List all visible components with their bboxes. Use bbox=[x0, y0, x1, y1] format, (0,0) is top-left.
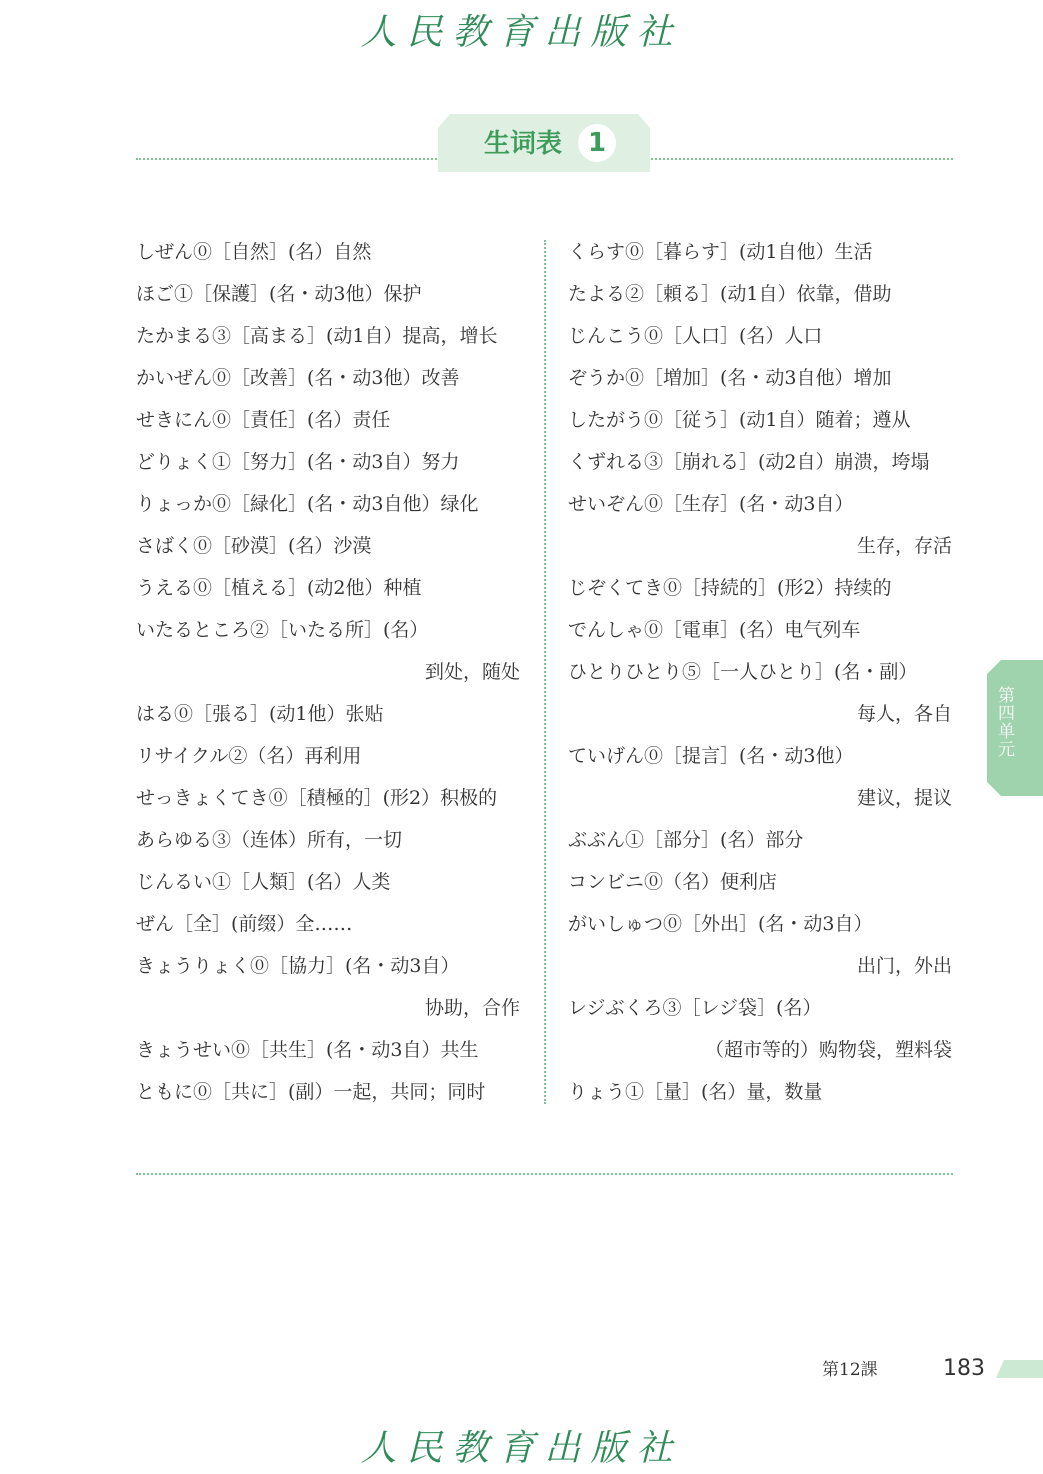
vocab-entry: ぶぶん①［部分］(名）部分 bbox=[568, 829, 804, 851]
vocab-entry: 到处，随处 bbox=[424, 661, 520, 683]
vocab-entry: ぜん［全］(前缀）全…… bbox=[136, 913, 353, 935]
vocab-entry: でんしゃ⓪［電車］(名）电气列车 bbox=[568, 619, 861, 641]
vocab-entry: ともに⓪［共に］(副）一起，共同；同时 bbox=[136, 1081, 486, 1103]
vocab-entry: さばく⓪［砂漠］(名）沙漠 bbox=[136, 535, 372, 557]
vocab-entry: たかまる③［高まる］(动1自）提高，增长 bbox=[136, 325, 498, 347]
vocab-entry: 生存，存活 bbox=[856, 535, 952, 557]
vocab-entry: ていげん⓪［提言］(名・动3他） bbox=[568, 745, 854, 767]
vocab-entry: せきにん⓪［責任］(名）责任 bbox=[136, 409, 391, 431]
page-title: 生词表 bbox=[484, 129, 563, 159]
vocab-entry: ほご①［保護］(名・动3他）保护 bbox=[136, 283, 422, 305]
vocab-entry: かいぜん⓪［改善］(名・动3他）改善 bbox=[136, 367, 460, 389]
title-number: 1 bbox=[578, 124, 616, 162]
vocab-entry: じんるい①［人類］(名）人类 bbox=[136, 871, 391, 893]
vocab-entry: せっきょくてき⓪［積極的］(形2）积极的 bbox=[136, 787, 498, 809]
vocab-left-column bbox=[136, 231, 520, 1113]
vocab-entry: うえる⓪［植える］(动2他）种植 bbox=[136, 577, 422, 599]
vocab-right-column bbox=[568, 231, 952, 1113]
vocab-entry: 协助，合作 bbox=[424, 997, 520, 1019]
vocab-entry: はる⓪［張る］(动1他）张贴 bbox=[136, 703, 384, 725]
vocab-entry: いたるところ②［いたる所］(名） bbox=[136, 619, 429, 641]
vocab-entry: がいしゅつ⓪［外出］(名・动3自） bbox=[568, 913, 873, 935]
page-number-bar bbox=[996, 1360, 1043, 1378]
vocab-entry: あらゆる③（连体）所有，一切 bbox=[136, 829, 403, 851]
page-number: 183 bbox=[943, 1356, 985, 1381]
unit-label: 第四单元 bbox=[994, 686, 1014, 758]
vocab-entry: どりょく①［努力］(名・动3自）努力 bbox=[136, 451, 460, 473]
vocab-entry: レジぶくろ③［レジ袋］(名） bbox=[568, 997, 822, 1019]
vocab-entry: ひとりひとり⑤［一人ひとり］(名・副） bbox=[568, 661, 918, 683]
bottom-divider bbox=[136, 1173, 953, 1175]
vocab-entry: じんこう⓪［人口］(名）人口 bbox=[568, 325, 823, 347]
vocab-entry: きょうせい⓪［共生］(名・动3自）共生 bbox=[136, 1039, 479, 1061]
vocab-entry: 每人，各自 bbox=[856, 703, 952, 725]
vocab-entry: りょう①［量］(名）量，数量 bbox=[568, 1081, 823, 1103]
vocab-entry: たよる②［頼る］(动1自）依靠，借助 bbox=[568, 283, 892, 305]
publisher-logo-top: 人民教育出版社 bbox=[360, 12, 683, 53]
vocab-entry: コンビニ⓪（名）便利店 bbox=[568, 871, 778, 893]
vocab-entry: りょっか⓪［緑化］(名・动3自他）绿化 bbox=[136, 493, 479, 515]
column-separator bbox=[544, 240, 546, 1104]
vocab-entry: ぞうか⓪［増加］(名・动3自他）增加 bbox=[568, 367, 892, 389]
publisher-logo-bottom: 人民教育出版社 bbox=[360, 1428, 683, 1469]
vocab-entry: リサイクル②（名）再利用 bbox=[136, 745, 362, 767]
vocab-entry: くらす⓪［暮らす］(动1自他）生活 bbox=[568, 241, 873, 263]
vocab-entry: しぜん⓪［自然］(名）自然 bbox=[136, 241, 372, 263]
vocab-entry: （超市等的）购物袋，塑料袋 bbox=[704, 1039, 952, 1061]
vocab-entry: じぞくてき⓪［持続的］(形2）持续的 bbox=[568, 577, 892, 599]
vocab-entry: 出门，外出 bbox=[856, 955, 952, 977]
vocab-entry: 建议，提议 bbox=[856, 787, 952, 809]
vocab-entry: きょうりょく⓪［協力］(名・动3自） bbox=[136, 955, 460, 977]
vocab-entry: くずれる③［崩れる］(动2自）崩溃，垮塌 bbox=[568, 451, 930, 473]
lesson-label: 第12課 bbox=[822, 1360, 878, 1380]
vocab-entry: せいぞん⓪［生存］(名・动3自） bbox=[568, 493, 854, 515]
vocab-entry: したがう⓪［従う］(动1自）随着；遵从 bbox=[568, 409, 911, 431]
